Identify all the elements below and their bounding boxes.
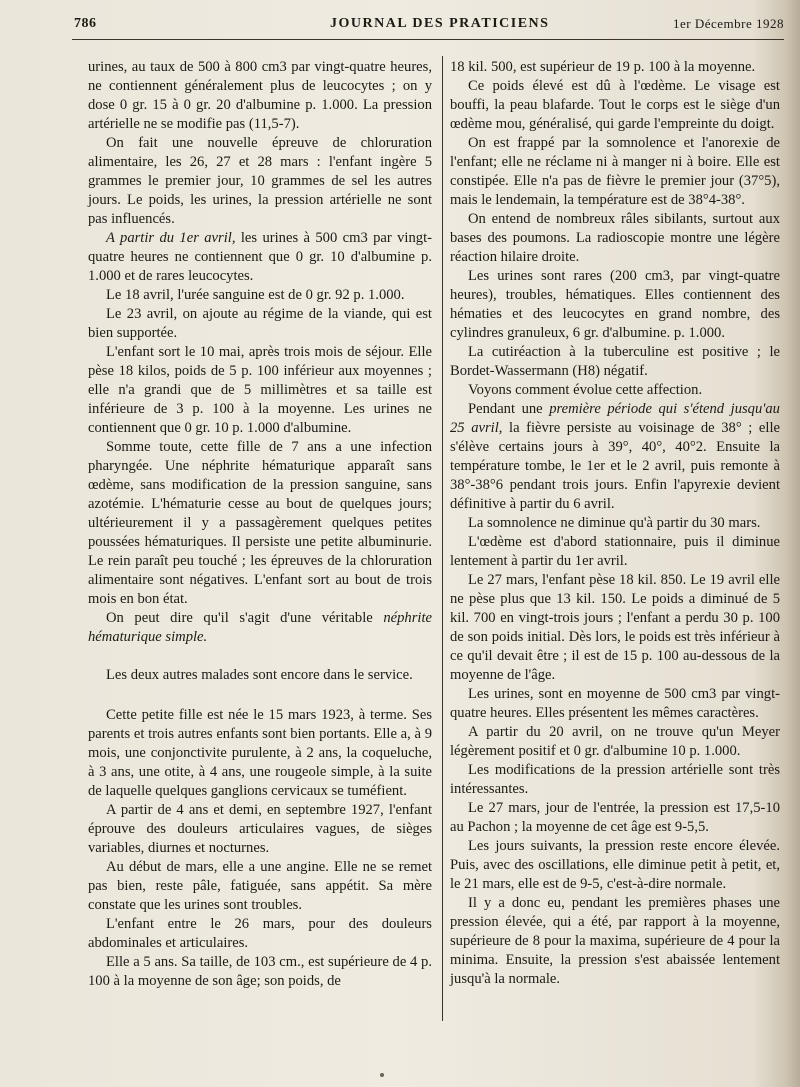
emphasis: A partir du 1er avril, [106, 230, 236, 246]
paragraph: Somme toute, cette fille de 7 ans a une infection pharyngée. Une néphrite hématurique apparaît sans œdème, sans modification de la pression sanguine, sans azotémie. L'hématurie cesse au bout de quelques jours; ultérieurement il y a passagèrement quelques petites poussées hématuriques. Il persiste une petite albuminurie. Le rein paraît peu touché ; les épreuves de la chloruration alimentaire sont négatives. L'enfant sort au bout de trois mois en bon état. [88, 439, 432, 607]
page-number: 786 [74, 16, 97, 31]
paragraph: L'enfant sort le 10 mai, après trois mois de séjour. Elle pèse 18 kilos, poids de 5 p. 100 inférieur aux moyennes ; elle n'a grandi que de 5 millimètres et sa taille est inférieure de 3 p. 100 à la moyenne. Les urines ne contiennent que 0 gr. 10 p. 1.000 d'albumine. [88, 344, 432, 436]
paragraph: L'œdème est d'abord stationnaire, puis il diminue lentement à partir du 1er avril. [450, 534, 780, 569]
paragraph: Il y a donc eu, pendant les premières phases une pression élevée, qui a été, par rapport à la moyenne, supérieure de 8 pour la maxima, supérieure de 4 pour la minima. Ensuite, la pression s'est abaissée lentement jusqu'à la normale. [450, 895, 780, 987]
paragraph: Le 27 mars, jour de l'entrée, la pression est 17,5-10 au Pachon ; la moyenne de cet âge est 9-5,5. [450, 800, 780, 835]
emphasis: néphrite hématurique simple. [88, 610, 432, 645]
paragraph: La cutiréaction à la tuberculine est positive ; le Bordet-Wassermann (H8) négatif. [450, 344, 780, 379]
paragraph: L'enfant entre le 26 mars, pour des douleurs abdominales et articulaires. [88, 916, 432, 951]
paragraph: A partir du 1er avril, les urines à 500 cm3 par vingt-quatre heures ne contiennent que 0 gr. 10 d'albumine p. 1.000 et de rares leucocytes. [88, 230, 432, 284]
paragraph: Les modifications de la pression artérielle sont très intéressantes. [450, 762, 780, 797]
paragraph: On peut dire qu'il s'agit d'une véritable néphrite hématurique simple. [88, 610, 432, 645]
paragraph: 18 kil. 500, est supérieur de 19 p. 100 à la moyenne. [450, 59, 756, 75]
paragraph: Ce poids élevé est dû à l'œdème. Le visage est bouffi, la peau blafarde. Tout le corps est le siège d'un œdème mou, généralisé, qui garde l'empreinte du doigt. [450, 78, 780, 132]
paragraph: Au début de mars, elle a une angine. Elle ne se remet pas bien, reste pâle, fatiguée, sans appétit. Sa mère constate que les urines sont troubles. [88, 859, 432, 913]
paragraph: Les jours suivants, la pression reste encore élevée. Puis, avec des oscillations, elle diminue petit à petit, et, le 21 mars, elle est de 9-5, c'est-à-dire normale. [450, 838, 780, 892]
left-column [88, 58, 432, 991]
paragraph: On est frappé par la somnolence et l'anorexie de l'enfant; elle ne réclame ni à manger ni à boire. Elle est constipée. Elle n'a pas de fièvre le premier jour (37°5), mais le lendemain, la température est de 38°4-38°. [450, 135, 780, 208]
column-divider [442, 56, 443, 1021]
paragraph: A partir de 4 ans et demi, en septembre 1927, l'enfant éprouve des douleurs articulaires vagues, de sièges variables, diurnes et nocturnes. [88, 802, 432, 856]
paragraph: A partir du 20 avril, on ne trouve qu'un Meyer légèrement positif et 0 gr. d'albumine 10 p. 1.000. [450, 724, 780, 759]
journal-title: JOURNAL DES PRATICIENS [330, 16, 550, 31]
right-column [450, 58, 780, 989]
paragraph: Les urines, sont en moyenne de 500 cm3 par vingt-quatre heures. Elles présentent les mêmes caractères. [450, 686, 780, 721]
paragraph: La somnolence ne diminue qu'à partir du 30 mars. [468, 515, 761, 531]
paragraph: On entend de nombreux râles sibilants, surtout aux bases des poumons. La radioscopie montre une légère réaction hilaire droite. [450, 211, 780, 265]
paragraph: Le 23 avril, on ajoute au régime de la viande, qui est bien supportée. [88, 306, 432, 341]
running-header [74, 16, 784, 36]
paragraph: Les urines sont rares (200 cm3, par vingt-quatre heures), troubles, hématiques. Elles contiennent des hématies et des leucocytes en grand nombre, des cylindres granuleux, 6 gr. d'albumine. p. 1.000. [450, 268, 780, 341]
paragraph: On fait une nouvelle épreuve de chloruration alimentaire, les 26, 27 et 28 mars : l'enfant ingère 5 grammes le premier jour, 10 grammes de sel les autres jours. Le poids, les urines, la pression artérielle ne sont pas influencés. [88, 135, 432, 227]
page-mark [380, 1073, 384, 1077]
paragraph: Voyons comment évolue cette affection. [468, 382, 703, 398]
paragraph: urines, au taux de 500 à 800 cm3 par vingt-quatre heures, ne contiennent généralement plus de leucocytes ; on y dose 0 gr. 15 à 0 gr. 20 d'albumine p. 1.000. La pression artérielle ne se modifie pas (11,5-7). [88, 59, 432, 132]
paragraph: Le 27 mars, l'enfant pèse 18 kil. 850. Le 19 avril elle ne pèse plus que 13 kil. 150. Le poids a diminué de 5 kil. 700 en vingt-trois jours ; l'enfant a perdu 30 p. 100 de son poids initial. Dès lors, le poids est très inférieur à ce qu'il devait être ; il est de 15 p. 100 au-dessous de la moyenne de l'âge. [450, 572, 780, 683]
issue-date: 1er Décembre 1928 [672, 16, 784, 31]
emphasis: première période qui s'étend jusqu'au 25 avril, [450, 401, 780, 436]
paragraph: Le 18 avril, l'urée sanguine est de 0 gr. 92 p. 1.000. [106, 287, 405, 303]
paragraph: Pendant une première période qui s'étend jusqu'au 25 avril, la fièvre persiste au voisinage de 38° ; elle s'élève certains jours à 39°, 40°, 40°2. Ensuite la température tombe, le 1er et le 2 avril, puis remonte à 38°-38°6 pendant trois jours. Enfin l'apyrexie devient définitive à partir du 6 avril. [450, 401, 780, 512]
header-rule [72, 39, 784, 40]
paragraph: Les deux autres malades sont encore dans le service. [106, 667, 413, 683]
paragraph: Elle a 5 ans. Sa taille, de 103 cm., est supérieure de 4 p. 100 à la moyenne de son âge; son poids, de [88, 954, 432, 989]
paragraph: Cette petite fille est née le 15 mars 1923, à terme. Ses parents et trois autres enfants sont bien portants. Elle a, à 9 mois, une conjonctivite purulente, à 2 ans, la coqueluche, à 3 ans, une otite, à 4 ans, une rougeole simple, à la suite de laquelle quelques ganglions cervicaux se tuméfient. [88, 707, 432, 799]
